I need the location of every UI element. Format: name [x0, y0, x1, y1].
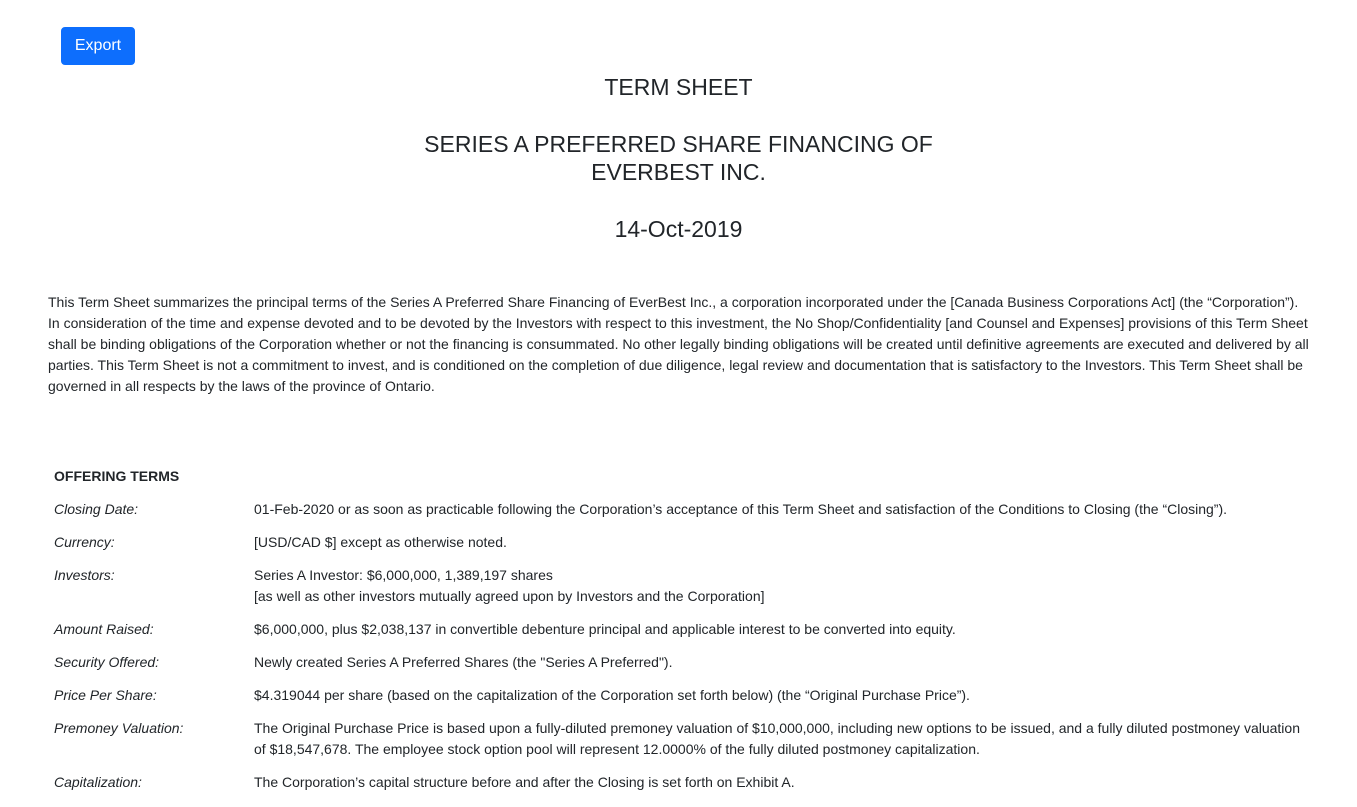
term-row-premoney-valuation: [54, 718, 1314, 760]
term-value: [254, 772, 1314, 793]
financing-title-line2: EVERBEST INC.: [591, 159, 766, 185]
term-value-line: The Corporation’s capital structure before and after the Closing is set forth on Exhibit A.: [254, 774, 795, 790]
term-value: [254, 619, 1314, 640]
term-value: [254, 565, 1314, 607]
term-value-line: [USD/CAD $] except as otherwise noted.: [254, 534, 507, 550]
term-row-investors: [54, 565, 1314, 607]
term-value: [254, 718, 1314, 760]
term-label: Capitalization:: [54, 774, 142, 790]
term-value-line: $6,000,000, plus $2,038,137 in convertible debenture principal and applicable interest to be converted into equity.: [254, 621, 956, 637]
term-value-line: The Original Purchase Price is based upon a fully-diluted premoney valuation of $10,000,000, including new options to be issued, and a fully diluted postmoney valuation of $18,547,678. The employee stock option pool will represent 12.0000% of the fully diluted postmoney capitalization.: [254, 720, 1300, 757]
term-row-currency: [54, 532, 1314, 553]
term-value-line: [as well as other investors mutually agreed upon by Investors and the Corporation]: [254, 588, 765, 604]
term-label: Closing Date:: [54, 501, 139, 517]
term-label: Price Per Share:: [54, 687, 157, 703]
term-value-line: $4.319044 per share (based on the capitalization of the Corporation set forth below) (the “Original Purchase Price”).: [254, 687, 970, 703]
term-label: Amount Raised:: [54, 621, 154, 637]
term-value: [254, 499, 1314, 520]
page-title: TERM SHEET: [604, 74, 753, 100]
term-label: Investors:: [54, 567, 115, 583]
financing-title-line1: SERIES A PREFERRED SHARE FINANCING OF: [424, 131, 933, 157]
term-sheet-date: 14-Oct-2019: [614, 216, 743, 242]
term-value-line: 01-Feb-2020 or as soon as practicable following the Corporation’s acceptance of this Term Sheet and satisfaction of the Conditions to Closing (the “Closing”).: [254, 501, 1228, 517]
term-row-security-offered: [54, 652, 1314, 673]
term-row-amount-raised: [54, 619, 1314, 640]
term-value-line: Series A Investor: $6,000,000, 1,389,197 shares: [254, 567, 553, 583]
offering-terms-heading: OFFERING TERMS: [54, 468, 180, 484]
term-row-price-per-share: [54, 685, 1314, 706]
intro-paragraph: This Term Sheet summarizes the principal terms of the Series A Preferred Share Financing of EverBest Inc., a corporation incorporated under the [Canada Business Corporations Act] (the “Corporation”). In consideration of the time and expense devoted and to be devoted by the Investors with respect to this investment, the No Shop/Confidentiality [and Counsel and Expenses] provisions of this Term Sheet shall be binding obligations of the Corporation whether or not the financing is consummated. No other legally binding obligations will be created until definitive agreements are executed and delivered by all parties. This Term Sheet is not a commitment to invest, and is conditioned on the completion of due diligence, legal review and documentation that is satisfactory to the Investors. This Term Sheet shall be governed in all respects by the laws of the province of Ontario.: [48, 294, 1309, 394]
term-row-capitalization: [54, 772, 1314, 793]
term-row-closing-date: [54, 499, 1314, 520]
term-value: [254, 685, 1314, 706]
term-label: Premoney Valuation:: [54, 720, 184, 736]
term-value: [254, 532, 1314, 553]
term-value-line: Newly created Series A Preferred Shares (the "Series A Preferred").: [254, 654, 673, 670]
export-button[interactable]: Export: [61, 27, 135, 65]
term-label: Security Offered:: [54, 654, 160, 670]
term-value: [254, 652, 1314, 673]
term-label: Currency:: [54, 534, 115, 550]
offering-terms-section: [54, 466, 1314, 805]
